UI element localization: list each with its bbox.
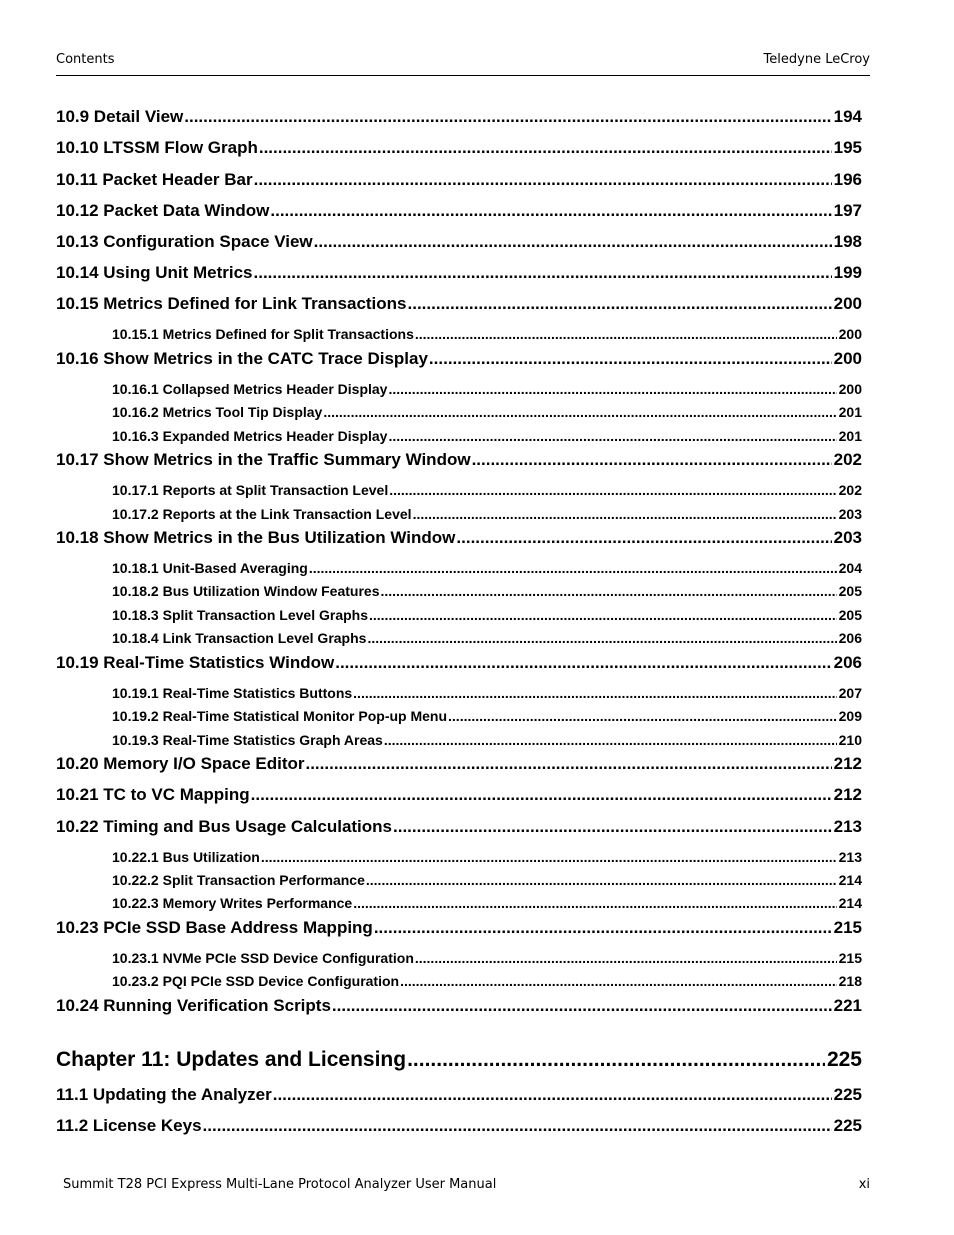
- toc-entry[interactable]: [56, 232, 862, 252]
- toc-entry[interactable]: [56, 138, 862, 158]
- toc-entry-page: 205: [838, 607, 862, 623]
- toc-entry[interactable]: [56, 349, 862, 369]
- toc-entry-page: 207: [838, 685, 862, 701]
- toc-subentry[interactable]: [112, 732, 862, 748]
- toc-entry-title: 11.2 License Keys: [56, 1116, 202, 1135]
- toc-dot-leader: [184, 107, 831, 127]
- toc-subentry[interactable]: [112, 506, 862, 522]
- toc-subentry[interactable]: [112, 482, 862, 498]
- toc-entry-page: 206: [838, 630, 862, 646]
- toc-dot-leader: [388, 428, 836, 444]
- toc-subentry[interactable]: [112, 708, 862, 724]
- footer-manual-title: Summit T28 PCI Express Multi-Lane Protocol Analyzer User Manual: [63, 1177, 497, 1192]
- toc-entry-page: 225: [833, 1116, 862, 1135]
- toc-dot-leader: [472, 450, 832, 470]
- toc-entry-title: 10.23 PCIe SSD Base Address Mapping: [56, 918, 373, 937]
- toc-entry-page: 198: [833, 232, 862, 251]
- toc-entry-page: 202: [833, 450, 862, 469]
- toc-entry-title: 10.22.3 Memory Writes Performance: [112, 895, 353, 911]
- toc-entry[interactable]: [56, 785, 862, 805]
- toc-subentry[interactable]: [112, 428, 862, 444]
- toc-entry[interactable]: [56, 201, 862, 221]
- toc-dot-leader: [332, 996, 832, 1016]
- toc-entry-title: 10.17.1 Reports at Split Transaction Level: [112, 482, 389, 498]
- toc-subentry[interactable]: [112, 607, 862, 623]
- toc-dot-leader: [388, 381, 836, 397]
- toc-entry-page: 195: [833, 138, 862, 157]
- toc-entry-title: 10.16.3 Expanded Metrics Header Display: [112, 428, 388, 444]
- toc-entry[interactable]: [56, 996, 862, 1016]
- toc-subentry[interactable]: [112, 685, 862, 701]
- toc-entry-title: 10.15.1 Metrics Defined for Split Transactions: [112, 326, 414, 342]
- toc-entry-page: 200: [833, 294, 862, 313]
- toc-entry-page: 209: [838, 708, 862, 724]
- toc-entry-title: 10.19 Real-Time Statistics Window: [56, 653, 335, 672]
- toc-entry-title: 10.20 Memory I/O Space Editor: [56, 754, 305, 773]
- toc-entry-title: 10.24 Running Verification Scripts: [56, 996, 331, 1015]
- toc-entry-page: 204: [838, 560, 862, 576]
- toc-entry-title: 10.10 LTSSM Flow Graph: [56, 138, 258, 157]
- toc-entry-title: 10.16 Show Metrics in the CATC Trace Display: [56, 349, 428, 368]
- toc-entry-title: 10.22.1 Bus Utilization: [112, 849, 260, 865]
- toc-dot-leader: [456, 528, 831, 548]
- toc-dot-leader: [374, 918, 832, 938]
- toc-dot-leader: [314, 232, 832, 252]
- toc-subentry[interactable]: [112, 404, 862, 420]
- toc-chapter-entry[interactable]: [56, 1048, 862, 1072]
- toc-entry-page: 213: [838, 849, 862, 865]
- toc-entry-page: 197: [833, 201, 862, 220]
- toc-dot-leader: [413, 506, 837, 522]
- toc-entry-page: 221: [833, 996, 862, 1015]
- toc-entry[interactable]: [56, 754, 862, 774]
- toc-entry-page: 201: [838, 428, 862, 444]
- toc-subentry[interactable]: [112, 560, 862, 576]
- footer-page-number: xi: [858, 1177, 870, 1192]
- toc-dot-leader: [273, 1085, 832, 1105]
- toc-dot-leader: [270, 201, 831, 221]
- toc-subentry[interactable]: [112, 381, 862, 397]
- toc-dot-leader: [309, 560, 837, 576]
- toc-entry[interactable]: [56, 263, 862, 283]
- toc-entry-title: 10.19.2 Real-Time Statistical Monitor Pop-up Menu: [112, 708, 448, 724]
- toc-entry[interactable]: [56, 170, 862, 190]
- toc-entry-page: 212: [833, 785, 862, 804]
- toc-dot-leader: [367, 630, 836, 646]
- toc-entry-page: 200: [838, 381, 862, 397]
- toc-dot-leader: [203, 1116, 832, 1136]
- toc-entry[interactable]: [56, 1116, 862, 1136]
- toc-entry-page: 200: [838, 326, 862, 342]
- toc-subentry[interactable]: [112, 630, 862, 646]
- toc-entry[interactable]: [56, 450, 862, 470]
- toc-entry-page: 212: [833, 754, 862, 773]
- toc-entry-page: 215: [838, 950, 862, 966]
- toc-entry-page: 203: [838, 506, 862, 522]
- toc-entry-title: 10.17.2 Reports at the Link Transaction Level: [112, 506, 412, 522]
- toc-dot-leader: [429, 349, 832, 369]
- toc-entry-title: 10.16.1 Collapsed Metrics Header Display: [112, 381, 388, 397]
- page-footer: [63, 1177, 870, 1195]
- toc-entry-title: 10.11 Packet Header Bar: [56, 170, 253, 189]
- toc-entry-page: 210: [838, 732, 862, 748]
- toc-dot-leader: [415, 326, 837, 342]
- toc-entry[interactable]: [56, 294, 862, 314]
- toc-entry-page: 199: [833, 263, 862, 282]
- toc-entry-title: 10.15 Metrics Defined for Link Transactions: [56, 294, 407, 313]
- toc-entry-title: 10.22 Timing and Bus Usage Calculations: [56, 817, 393, 836]
- toc-dot-leader: [408, 294, 832, 314]
- toc-dot-leader: [407, 1048, 825, 1072]
- toc-entry-title: 10.19.1 Real-Time Statistics Buttons: [112, 685, 353, 701]
- toc-entry-page: 205: [838, 583, 862, 599]
- toc-entry-title: 10.12 Packet Data Window: [56, 201, 270, 220]
- toc-entry-page: 214: [838, 895, 862, 911]
- toc-dot-leader: [353, 895, 836, 911]
- toc-entry-page: 206: [833, 653, 862, 672]
- toc-dot-leader: [254, 170, 832, 190]
- toc-entry-title: 10.18.4 Link Transaction Level Graphs: [112, 630, 367, 646]
- toc-entry-page: 194: [833, 107, 862, 126]
- toc-entry-title: 10.19.3 Real-Time Statistics Graph Areas: [112, 732, 383, 748]
- toc-dot-leader: [305, 754, 831, 774]
- header-section-label: Contents: [56, 52, 115, 67]
- toc-dot-leader: [251, 785, 832, 805]
- toc-entry-page: 213: [833, 817, 862, 836]
- toc-entry-title: 10.18 Show Metrics in the Bus Utilization Window: [56, 528, 456, 547]
- toc-subentry[interactable]: [112, 895, 862, 911]
- toc-subentry[interactable]: [112, 583, 862, 599]
- toc-dot-leader: [353, 685, 836, 701]
- toc-subentry[interactable]: [112, 973, 862, 989]
- toc-entry-title: Chapter 11: Updates and Licensing: [56, 1048, 407, 1071]
- toc-entry-title: 10.16.2 Metrics Tool Tip Display: [112, 404, 323, 420]
- toc-entry[interactable]: [56, 528, 862, 548]
- toc-entry-title: 10.9 Detail View: [56, 107, 184, 126]
- toc-entry-page: 201: [838, 404, 862, 420]
- toc-entry-title: 10.17 Show Metrics in the Traffic Summary Window: [56, 450, 471, 469]
- toc-dot-leader: [384, 732, 837, 748]
- toc-entry-page: 200: [833, 349, 862, 368]
- toc-dot-leader: [380, 583, 836, 599]
- toc-entry[interactable]: [56, 107, 862, 127]
- toc-entry-title: 10.22.2 Split Transaction Performance: [112, 872, 365, 888]
- toc-dot-leader: [369, 607, 837, 623]
- toc-dot-leader: [259, 138, 832, 158]
- toc-entry-title: 10.18.1 Unit-Based Averaging: [112, 560, 308, 576]
- toc-dot-leader: [335, 653, 831, 673]
- toc-entry-page: 225: [833, 1085, 862, 1104]
- toc-subentry[interactable]: [112, 849, 862, 865]
- toc-subentry[interactable]: [112, 872, 862, 888]
- toc-subentry[interactable]: [112, 950, 862, 966]
- toc-dot-leader: [448, 708, 837, 724]
- toc-dot-leader: [393, 817, 832, 837]
- toc-entry-title: 10.13 Configuration Space View: [56, 232, 313, 251]
- toc-entry-page: 202: [838, 482, 862, 498]
- toc-entry[interactable]: [56, 653, 862, 673]
- toc-entry-title: 10.21 TC to VC Mapping: [56, 785, 250, 804]
- header-company-name: Teledyne LeCroy: [763, 52, 870, 67]
- toc-entry-title: 10.14 Using Unit Metrics: [56, 263, 253, 282]
- toc-dot-leader: [389, 482, 836, 498]
- toc-entry-title: 10.18.2 Bus Utilization Window Features: [112, 583, 380, 599]
- toc-entry-page: 215: [833, 918, 862, 937]
- toc-dot-leader: [323, 404, 836, 420]
- toc-entry[interactable]: [56, 1085, 862, 1105]
- toc-entry-title: 10.23.1 NVMe PCIe SSD Device Configuration: [112, 950, 414, 966]
- toc-dot-leader: [366, 872, 837, 888]
- toc-entry-page: 218: [838, 973, 862, 989]
- toc-entry-page: 203: [833, 528, 862, 547]
- toc-entry[interactable]: [56, 918, 862, 938]
- toc-subentry[interactable]: [112, 326, 862, 342]
- toc-dot-leader: [254, 263, 832, 283]
- toc-entry-title: 11.1 Updating the Analyzer: [56, 1085, 272, 1104]
- toc-entry-page: 214: [838, 872, 862, 888]
- toc-entry-title: 10.23.2 PQI PCIe SSD Device Configuration: [112, 973, 400, 989]
- toc-entry-page: 196: [833, 170, 862, 189]
- toc-entry-title: 10.18.3 Split Transaction Level Graphs: [112, 607, 368, 623]
- toc-dot-leader: [261, 849, 837, 865]
- toc-entry-page: 225: [826, 1048, 862, 1071]
- toc-dot-leader: [400, 973, 837, 989]
- toc-entry[interactable]: [56, 817, 862, 837]
- toc-dot-leader: [415, 950, 837, 966]
